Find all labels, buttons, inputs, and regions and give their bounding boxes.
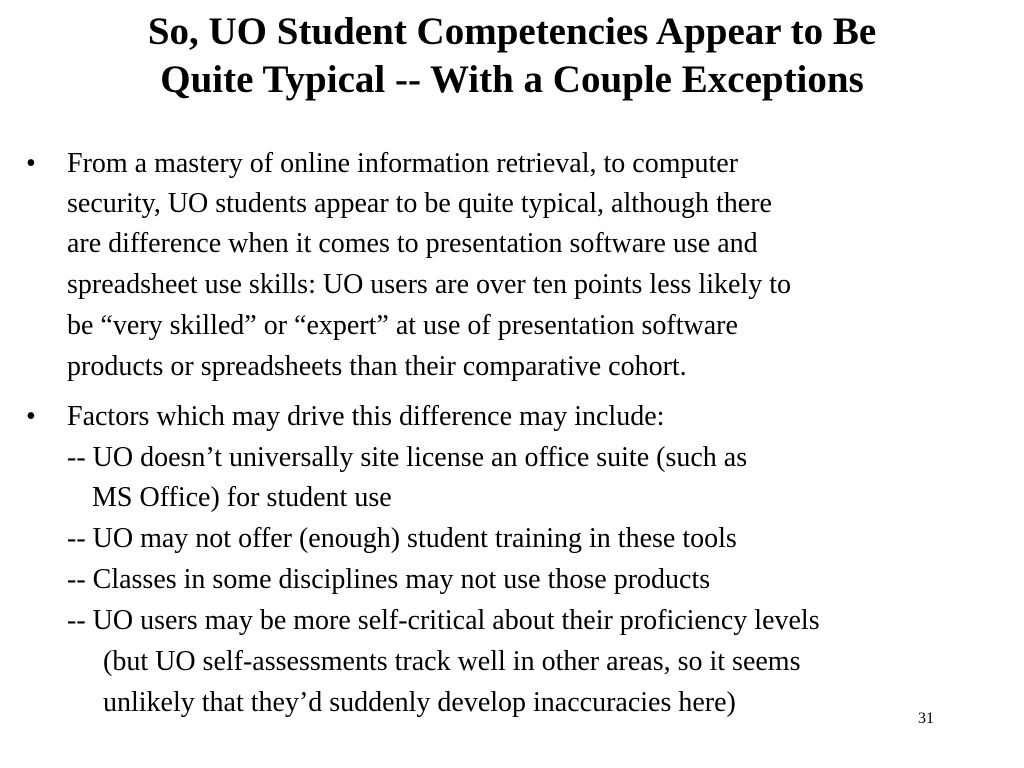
bullet-2-line-3: MS Office) for student use [92,482,392,513]
bullet-1-line-6: products or spreadsheets than their comparative cohort. [67,351,687,382]
bullet-1-line-1: From a mastery of online information retrieval, to computer [67,148,739,179]
bullet-2-line-7: (but UO self-assessments track well in other areas, so it seems [103,646,801,677]
bullet-1-line-5: be “very skilled” or “expert” at use of presentation software [67,310,738,341]
bullet-2-line-5: -- Classes in some disciplines may not use those products [67,564,711,595]
title-line-2: Quite Typical -- With a Couple Exceptions [160,58,864,101]
title-line-1: So, UO Student Competencies Appear to Be [147,10,877,53]
bullet-2-line-6: -- UO users may be more self-critical about their proficiency levels [67,605,820,636]
bullet-1-line-3: are difference when it comes to presentation software use and [67,228,758,259]
bullet-2-line-8: unlikely that they’d suddenly develop inaccuracies here) [103,687,736,718]
bullet-2-line-1: Factors which may drive this difference may include: [67,401,665,432]
bullet-1-line-4: spreadsheet use skills: UO users are over ten points less likely to [67,269,791,300]
bullet-1-line-2: security, UO students appear to be quite typical, although there [67,188,772,219]
bullet-2-line-4: -- UO may not offer (enough) student training in these tools [67,523,737,554]
bullet-marker: • [26,401,36,432]
bullet-2-line-2: -- UO doesn’t universally site license an office suite (such as [67,442,748,473]
bullet-marker: • [26,148,36,179]
page-number: 31 [918,710,934,727]
